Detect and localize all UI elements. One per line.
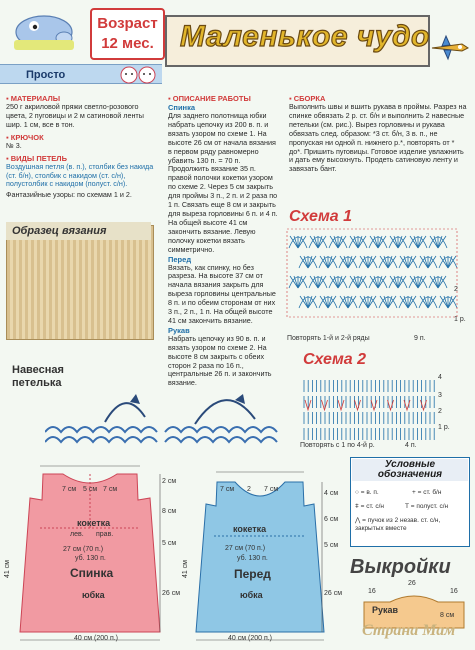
stitch-line (318, 276, 326, 288)
legend-cluster-text: = пучок из 2 незав. ст. с/н, закрытых вместе (355, 517, 441, 532)
back-skirt: юбка (82, 590, 105, 600)
sample-title: Образец вязания (6, 222, 151, 240)
front-text: Вязать, как спинку, но без разреза. На высоте 37 см от начала вязания закрыть для выреза горловины центральные 8 п. и по обеим сторонам от них 3 п., 2 п., 1 п. На общей высоте 41 см закончить вязание. (168, 262, 276, 325)
cluster-mark (338, 400, 344, 410)
stitch-line (308, 296, 316, 308)
sleeve-h: 8 см (440, 612, 455, 619)
scheme2-row-3: 3 (438, 392, 442, 399)
stitch-line (418, 276, 426, 288)
stitch-line (310, 276, 318, 288)
back-left: лев. (70, 531, 84, 538)
stitch-line (370, 276, 378, 288)
stitch-line (430, 236, 438, 248)
front-mid: 27 см (70 п.) (225, 545, 266, 552)
scheme1-diagram (286, 228, 472, 328)
stitch-line (438, 276, 446, 288)
front-w2: 2 (247, 486, 251, 493)
stitch-line (400, 296, 408, 308)
scheme2-repeat: Повторять с 1 по 4-й р. (300, 442, 375, 449)
stitch-line (408, 296, 416, 308)
front-mid2: уб. 130 п. (237, 555, 268, 562)
header (0, 0, 475, 70)
stitch-line (378, 276, 386, 288)
stitch-line (368, 256, 376, 268)
stitch-line (440, 256, 448, 268)
stitch-line (298, 236, 306, 248)
stitch-line (370, 236, 378, 248)
stitch-line (358, 236, 366, 248)
stitch-line (410, 236, 418, 248)
stitch-line (348, 256, 356, 268)
baby-faces-icon (118, 64, 158, 86)
legend-dc: ǂ = ст. с/н (355, 503, 384, 510)
stitch-line (348, 296, 356, 308)
back-h4: 26 см (162, 590, 181, 597)
stitch-line (430, 276, 438, 288)
back-w1: 7 см (62, 486, 77, 493)
loop-drawing (45, 392, 285, 450)
stitch-line (388, 256, 396, 268)
stitch-line (380, 256, 388, 268)
stitch-line (418, 236, 426, 248)
front-yoke: кокетка (233, 524, 267, 534)
assembly-column (289, 94, 469, 174)
scheme2-row-1: 1 р. (438, 424, 450, 431)
stitch-line (350, 236, 358, 248)
front-total: 41 см (182, 560, 189, 579)
scheme1-repeat: Повторять 1-й и 2-й ряды (287, 335, 370, 342)
age-badge (90, 8, 165, 60)
stitch-line (320, 256, 328, 268)
front-name: Перед (234, 567, 271, 581)
stitch-line (360, 296, 368, 308)
scheme1-count: 9 п. (414, 335, 426, 342)
scheme1-row-1: 1 р. (454, 316, 466, 323)
legend-chain: ○ = в. п. (355, 489, 379, 496)
stitch-line (330, 236, 338, 248)
knitting-sample-image (6, 225, 154, 340)
stitch-line (358, 276, 366, 288)
stitch-line (318, 236, 326, 248)
cluster-mark (371, 400, 377, 410)
description-heading: ▪ ОПИСАНИЕ РАБОТЫ (168, 94, 251, 103)
stitch-line (410, 276, 418, 288)
age-label: Возраст (97, 15, 158, 32)
front-h1: 4 см (324, 490, 339, 497)
back-h2: 8 см (162, 508, 177, 515)
assembly-title: СБОРКА (293, 94, 326, 103)
airplane-icon (428, 32, 470, 62)
stitch-line (320, 296, 328, 308)
legend-title: Условные обозначения (352, 459, 468, 481)
hook-text: № 3. (6, 140, 22, 150)
front-h2: 6 см (324, 516, 339, 523)
sleeve-heading: Рукав (168, 325, 190, 335)
stitch-line (398, 236, 406, 248)
cluster-mark (355, 400, 361, 410)
front-w1: 7 см (220, 486, 235, 493)
stitch-line (448, 296, 456, 308)
stitch-line (300, 256, 308, 268)
back-mid2: уб. 130 п. (75, 555, 106, 562)
sleeve-w1: 16 (368, 588, 376, 595)
stitch-line (408, 256, 416, 268)
sleeve-w3: 16 (450, 588, 458, 595)
legend-hdc: Т = полуст. с/н (405, 503, 449, 510)
legend-cluster: ⋀ = пучок из 2 незав. ст. с/н, закрытых вместе (355, 517, 441, 532)
sleeve-text: Набрать цепочку из 90 в. п. и вязать узором по схеме 2. На высоте 8 см закрыть с обеих сторон 2 раза по 16 п., центральные 26 п. и закончить вязание. (168, 333, 272, 388)
page-title: Маленькое чудо (180, 20, 430, 53)
front-heading: Перед (168, 254, 192, 264)
sleeve-w2: 26 (408, 580, 416, 587)
difficulty-label: Просто (26, 69, 66, 81)
stitch-line (328, 256, 336, 268)
stitch-line (310, 236, 318, 248)
front-bottom: 40 см (200 п.) (228, 635, 273, 642)
stitch-line (448, 256, 456, 268)
materials-heading: ▪ МАТЕРИАЛЫ (6, 94, 61, 103)
sleeve-name: Рукав (372, 605, 399, 615)
cluster-mark (322, 400, 328, 410)
patterns-title: Выкройки (350, 556, 451, 578)
fantasy-patterns-text: Фантазийные узоры: по схемам 1 и 2. (6, 190, 132, 200)
front-w3: 7 см (264, 486, 279, 493)
back-h3: 5 см (162, 540, 177, 547)
stitches-text: Воздушная петля (в. п.), столбик без накида (ст. б/н), столбик с накидом (ст. с/н), полустолбик с накидом (полуст. с/н). (6, 161, 154, 189)
stitches-title: ВИДЫ ПЕТЕЛЬ (10, 153, 67, 163)
description-title: ОПИСАНИЕ РАБОТЫ (172, 94, 251, 103)
stitch-line (440, 296, 448, 308)
stitch-line (390, 236, 398, 248)
stitch-line (398, 276, 406, 288)
back-w2: 5 см (83, 486, 98, 493)
scheme1-title: Схема 1 (289, 208, 353, 225)
assembly-heading: ▪ СБОРКА (289, 94, 326, 103)
stitch-line (438, 236, 446, 248)
front-skirt: юбка (240, 590, 263, 600)
scheme1-row-2: 2 (454, 286, 458, 293)
back-right: прав. (96, 531, 114, 538)
stitch-line (290, 236, 298, 248)
back-h1: 2 см (162, 478, 177, 485)
back-mid: 27 см (70 п.) (63, 546, 104, 553)
legend-hdc-text: = полуст. с/н (410, 503, 449, 510)
scheme2-row-4: 4 (438, 374, 442, 381)
watermark-logo: Страна Мам (362, 622, 456, 639)
legend-dc-text: = ст. с/н (360, 503, 384, 510)
back-text: Для заднего полотнища юбки набрать цепочку из 200 в. п. и вязать узором по схеме 1. На высоте 26 см от начала вязания в первом ряду равномерно убавить 130 п. = 70 п. Продолжить вязание 35 п. правой полочки кокетки узором по схеме 2. Через 5 см закрыть для проймы 3 п., 2 п. и 2 раза по 1 п. Связать еще 8 см и закрыть для выреза горловины 6 п. и 4 п. На общей высоте 41 см закончить вязание. Левую полочку кокетки вязать симметрично. (168, 111, 278, 254)
front-h4: 26 см (324, 590, 343, 597)
stitch-line (400, 256, 408, 268)
hook-title: КРЮЧОК (10, 132, 44, 142)
stitch-line (380, 296, 388, 308)
stitches-heading: ▪ ВИДЫ ПЕТЕЛЬ (6, 153, 67, 163)
stitch-line (378, 236, 386, 248)
assembly-text: Выполнить швы и вшить рукава в проймы. Разрез на спинке обвязать 2 р. ст. б/н и выполнить 2 навесные петельки (см. рис.). Вырез горловины и рукава обвязать след. образом: *3 ст. б/н, 3 в. п., не пропуская ни одной п. нижнего р.*, повторять от * до*. Пришить пуговицы. Готовое изделие увлажнить и дать ему высохнуть. Продеть сатиновую ленту и завязать бант. (289, 102, 467, 174)
age-value: 12 мес. (101, 35, 154, 52)
stitch-line (420, 256, 428, 268)
stitch-line (308, 256, 316, 268)
materials-text: 250 г акриловой пряжи светло-розового цвета, 2 пуговицы и 2 м сатиновой ленты шир. 1 см, все в тон. (6, 102, 144, 129)
loop-title-2: петелька (12, 377, 62, 389)
stitch-line (360, 256, 368, 268)
stitch-line (298, 276, 306, 288)
stitch-line (328, 296, 336, 308)
materials-title: МАТЕРИАЛЫ (10, 94, 61, 103)
front-h3: 5 см (324, 542, 339, 549)
stitch-line (388, 296, 396, 308)
back-bottom: 40 см (200 п.) (74, 635, 119, 642)
stitch-line (428, 296, 436, 308)
left-column (6, 94, 161, 200)
stitch-line (338, 276, 346, 288)
scheme2-title: Схема 2 (303, 351, 367, 368)
stitch-line (350, 276, 358, 288)
back-name: Спинка (70, 566, 114, 580)
back-heading: Спинка (168, 103, 196, 112)
back-total: 41 см (4, 560, 11, 579)
description-column (168, 94, 281, 388)
back-w3: 7 см (103, 486, 118, 493)
scheme2-diagram (300, 370, 450, 442)
scheme2-count: 4 п. (405, 442, 417, 449)
scheme2-row-2: 2 (438, 408, 442, 415)
legend-chain-text: = в. п. (360, 489, 379, 496)
back-yoke: кокетка (77, 518, 111, 528)
stitch-line (420, 296, 428, 308)
legend-sc-text: = ст. б/н (417, 489, 442, 496)
stitch-line (390, 276, 398, 288)
baby-animal-logo (4, 6, 84, 54)
stitch-line (290, 276, 298, 288)
stitch-line (368, 296, 376, 308)
stitch-line (300, 296, 308, 308)
stitch-line (340, 296, 348, 308)
loop-title-1: Навесная (12, 364, 64, 376)
stitch-line (428, 256, 436, 268)
stitch-line (338, 236, 346, 248)
stitch-line (340, 256, 348, 268)
legend-sc: + = ст. б/н (412, 489, 442, 496)
stitch-line (330, 276, 338, 288)
hook-heading: ▪ КРЮЧОК (6, 132, 44, 142)
